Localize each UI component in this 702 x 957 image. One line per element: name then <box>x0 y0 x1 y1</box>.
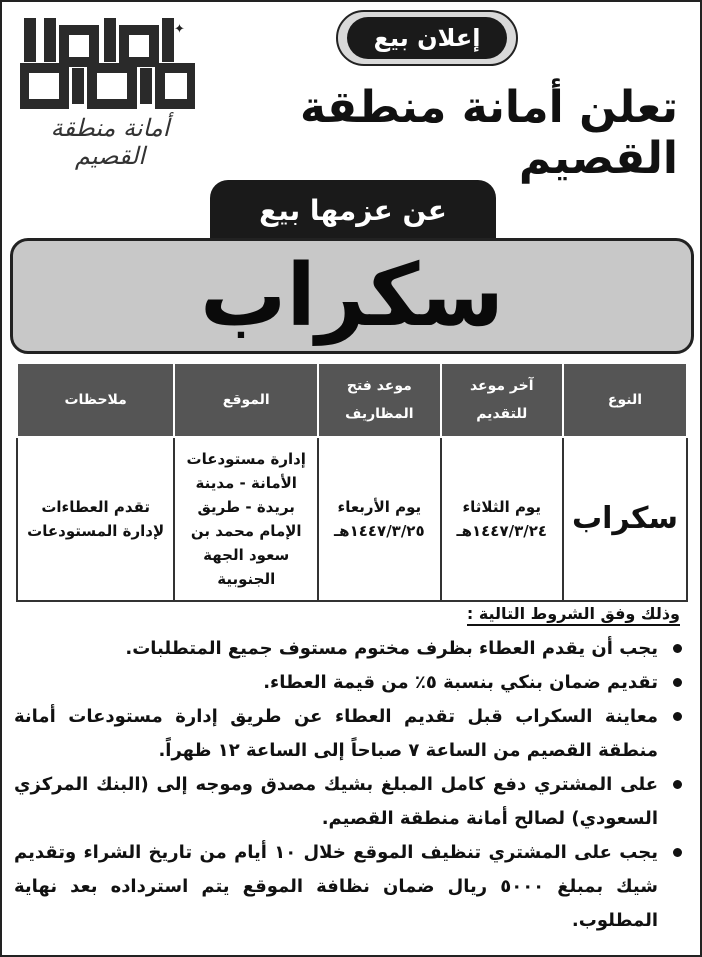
qassim-municipality-logo <box>12 10 202 170</box>
conditions-list <box>14 632 682 938</box>
bullet-icon <box>673 712 682 721</box>
list-item <box>14 836 682 938</box>
table-header-row <box>17 363 687 437</box>
sale-details-table <box>16 362 688 602</box>
conditions-intro: وذلك وفق الشروط التالية : <box>467 604 680 626</box>
cell-opening: يوم الأربعاء ١٤٤٧/٣/٢٥هـ <box>318 437 440 601</box>
logo-tagline: أمانة منطقة القصيم <box>50 114 170 170</box>
cell-location: إدارة مستودعات الأمانة - مدينة بريدة - طريق الإمام محمد بن سعود الجهة الجنوبية <box>174 437 318 601</box>
condition-text: يجب على المشتري تنظيف الموقع خلال ١٠ أيام من تاريخ الشراء وتقديم شيك بمبلغ ٥٠٠٠ ريال ضمان نظافة الموقع يتم استرداده بعد نهاية المطلوب. <box>14 842 659 931</box>
bullet-icon <box>673 780 682 789</box>
condition-text: معاينة السكراب قبل تقديم العطاء عن طريق إدارة مستودعات أمانة منطقة القصيم من الساعة ٧ صباحاً إلى الساعة ١٢ ظهراً. <box>14 706 658 761</box>
table-row <box>17 437 687 601</box>
bullet-icon <box>673 678 682 687</box>
cell-type: سكراب <box>563 437 687 601</box>
bullet-icon <box>673 848 682 857</box>
page-title: تعلن أمانة منطقة القصيم <box>299 82 678 184</box>
list-item <box>14 666 682 700</box>
header-notes: ملاحظات <box>17 363 174 437</box>
item-banner-text: سكراب <box>200 246 504 346</box>
header-opening: موعد فتح المظاريف <box>318 363 440 437</box>
condition-text: تقديم ضمان بنكي بنسبة ٥٪ من قيمة العطاء. <box>263 672 658 693</box>
logo-calligraphy-mark <box>20 14 195 109</box>
condition-text: يجب أن يقدم العطاء بظرف مختوم مستوف جميع المتطلبات. <box>125 638 658 659</box>
header-deadline: آخر موعد للتقديم <box>441 363 563 437</box>
saudi-emblem-icon: ✦ <box>174 22 185 37</box>
cell-deadline: يوم الثلاثاء ١٤٤٧/٣/٢٤هـ <box>441 437 563 601</box>
list-item <box>14 632 682 666</box>
announcement-badge <box>336 10 518 66</box>
header-location: الموقع <box>174 363 318 437</box>
intent-label: عن عزمها بيع <box>210 180 496 240</box>
header-type: النوع <box>563 363 687 437</box>
cell-notes: تقدم العطاءات لإدارة المستودعات <box>17 437 174 601</box>
bullet-icon <box>673 644 682 653</box>
announcement-label: إعلان بيع <box>347 17 507 59</box>
condition-text: على المشتري دفع كامل المبلغ بشيك مصدق وموجه إلى (البنك المركزي السعودي) لصالح أمانة منطقة القصيم. <box>14 774 658 829</box>
list-item <box>14 768 682 836</box>
list-item <box>14 700 682 768</box>
item-banner <box>10 238 694 354</box>
